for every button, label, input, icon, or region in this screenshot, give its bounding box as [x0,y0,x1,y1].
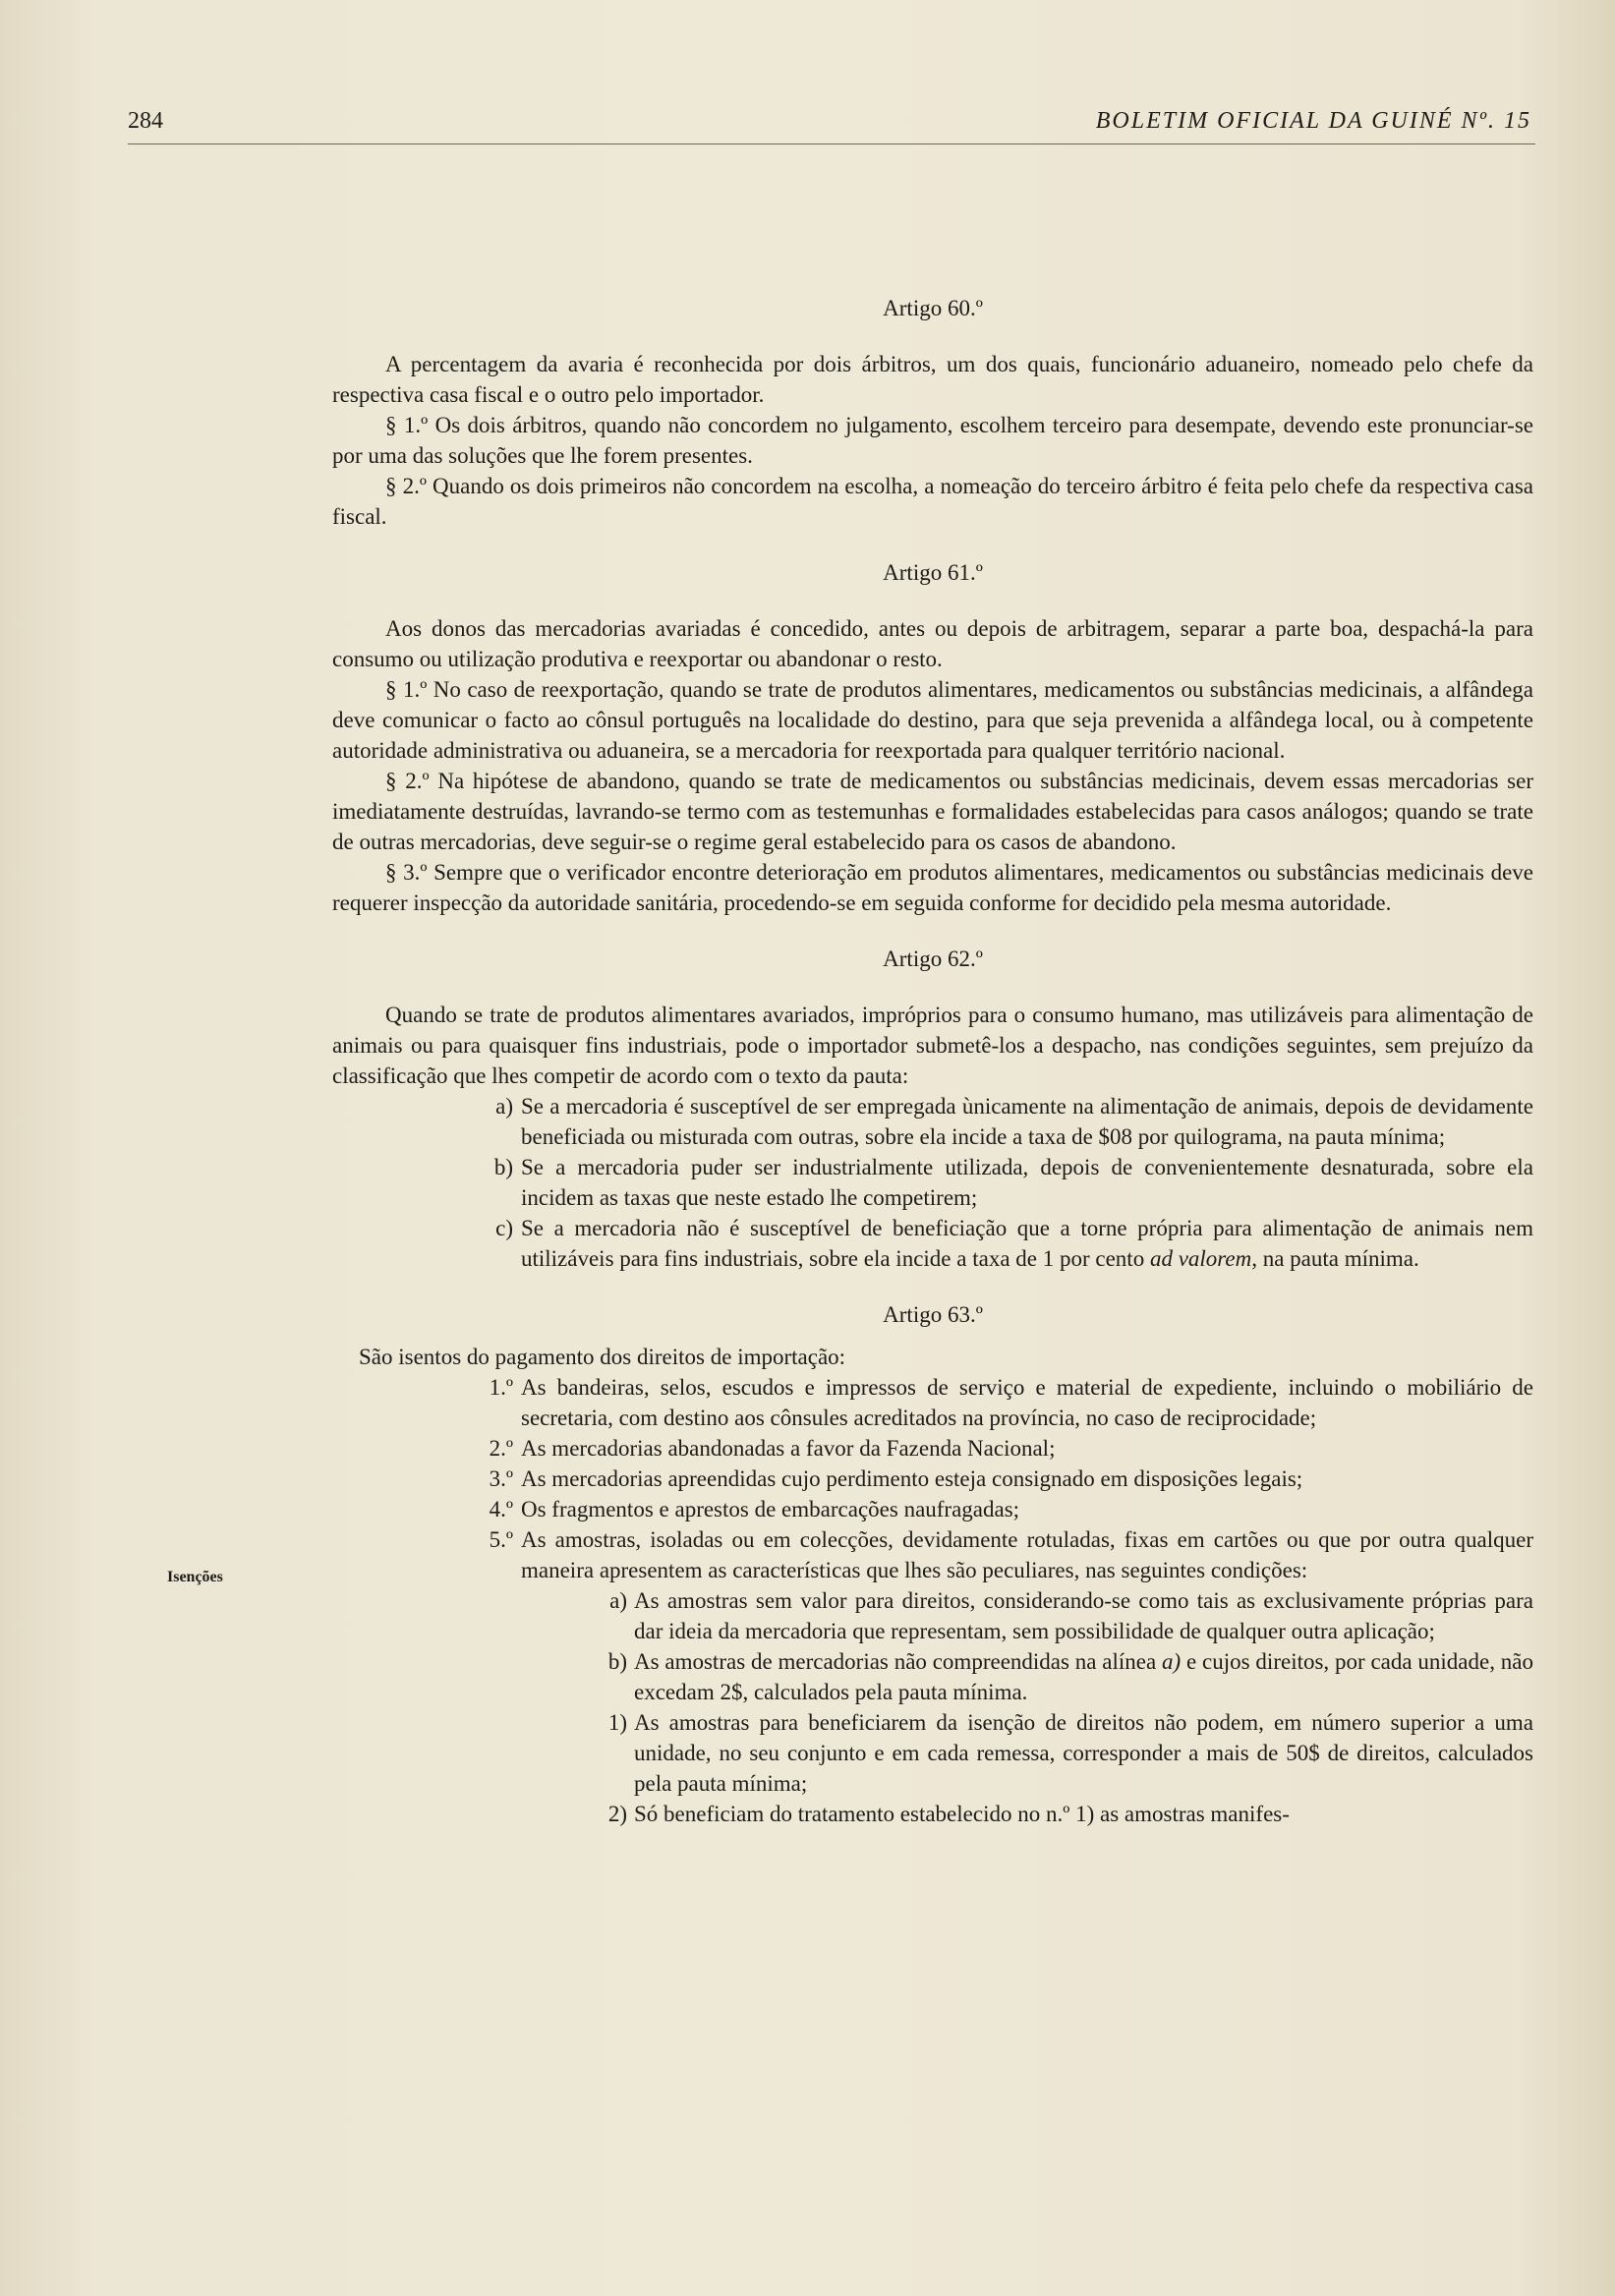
item-text: Se a mercadoria não é susceptível de beneficiação que a torne própria para alimentação de animais nem utilizáveis para fins industriais, sobre ela incide a taxa de 1 por cento [521,1216,1533,1271]
item-text: As bandeiras, selos, escudos e impressos de serviço e material de expediente, incluindo o mobiliário de secretaria, com destino aos cônsules acreditados na província, no caso de reciprocidade; [521,1375,1533,1430]
article-63-subitem-b [332,1646,1533,1707]
article-63-heading: Artigo 63.º [883,1302,983,1327]
article-61-section-1: § 1.º No caso de reexportação, quando se trate de produtos alimentares, medicamentos ou substâncias medicinais, a alfândega deve comunicar o facto ao cônsul português na localidade do destino, para que seja prevenida a alfândega local, ou à competente autoridade administrativa ou aduaneira, se a mercadoria for reexportada para qualquer território nacional. [332,677,1533,763]
item-label: a) [495,1094,513,1119]
item-label: 2) [607,1802,627,1826]
item-label: 5.º [489,1527,513,1552]
article-63-intro: São isentos do pagamento dos direitos de importação: [359,1345,846,1369]
article-62-item-c [332,1213,1533,1274]
item-text: Os fragmentos e aprestos de embarcações naufragadas; [521,1497,1020,1521]
item-label: 3.º [489,1466,513,1491]
article-60-section-2: § 2.º Quando os dois primeiros não concordem na escolha, a nomeação do terceiro árbitro é feita pelo chefe da respectiva casa fiscal. [332,474,1533,529]
item-text: As mercadorias abandonadas a favor da Fazenda Nacional; [521,1436,1056,1461]
article-63-number-1 [332,1707,1533,1799]
article-60-heading: Artigo 60.º [883,296,983,320]
article-62-paragraph: Quando se trate de produtos alimentares avariados, impróprios para o consumo humano, mas utilizáveis para alimentação de animais ou para quaisquer fins industriais, pode o importador submetê-los a despacho, nas condições seguintes, sem prejuízo da classificação que lhes competir de acordo com o texto da pauta: [332,1003,1533,1088]
item-label: 1) [607,1710,627,1735]
item-label: a) [609,1588,627,1613]
item-label: 1.º [489,1375,513,1400]
article-63-item-3 [332,1464,1533,1494]
item-label: 2.º [489,1436,513,1461]
document-body [332,293,1533,1829]
article-60-paragraph: A percentagem da avaria é reconhecida por dois árbitros, um dos quais, funcionário aduaneiro, nomeado pelo chefe da respectiva casa fiscal e o outro pelo importador. [332,352,1533,407]
article-61-heading: Artigo 61.º [883,560,983,585]
item-text: As amostras para beneficiarem da isenção de direitos não podem, em número superior a uma unidade, no seu conjunto e em cada remessa, corresponder a mais de 50$ de direitos, calculados pela pauta mínima; [634,1710,1533,1796]
item-text: Só beneficiam do tratamento estabelecido no n.º 1) as amostras manifes- [634,1802,1290,1826]
article-61-section-3: § 3.º Sempre que o verificador encontre deterioração em produtos alimentares, medicamentos ou substâncias medicinais deve requerer inspecção da autoridade sanitária, procedendo-se em seguida conforme for decidido pela mesma autoridade. [332,860,1533,915]
item-text-end: e cujos direitos, por cada unidade, não excedam 2$, calculados pela pauta mínima. [634,1649,1534,1704]
article-60-section-1: § 1.º Os dois árbitros, quando não concordem no julgamento, escolhem terceiro para desempate, devendo este pronunciar-se por uma das soluções que lhe forem presentes. [332,413,1533,468]
item-label: b) [607,1649,627,1674]
article-62-item-b [332,1152,1533,1213]
article-61-paragraph: Aos donos das mercadorias avariadas é concedido, antes ou depois de arbitragem, separar a parte boa, despachá-la para consumo ou utilização produtiva e reexportar ou abandonar o resto. [332,616,1533,671]
item-italic-text: a) [1162,1649,1182,1674]
item-text: As amostras sem valor para direitos, considerando-se como tais as exclusivamente próprias para dar ideia da mercadoria que representam, sem possibilidade de qualquer outra aplicação; [634,1588,1533,1643]
item-text-end: na pauta mínima. [1262,1246,1419,1271]
page-number: 284 [128,108,163,134]
article-61-section-2: § 2.º Na hipótese de abandono, quando se trate de medicamentos ou substâncias medicinais, devem essas mercadorias ser imediatamente destruídas, lavrando-se termo com as testemunhas e formalidades estabelecidas para casos análogos; quando se trate de outras mercadorias, deve seguir-se o regime geral estabelecido para os casos de abandono. [332,769,1533,854]
item-label: c) [495,1216,513,1240]
article-63-number-2 [332,1799,1533,1829]
article-63-item-1 [332,1372,1533,1433]
article-63-item-2 [332,1433,1533,1464]
item-text: Se a mercadoria é susceptível de ser empregada ùnicamente na alimentação de animais, depois de devidamente beneficiada ou misturada com outras, sobre ela incide a taxa de $08 por quilograma, na pauta mínima; [521,1094,1533,1149]
item-text: As amostras de mercadorias não compreendidas na alínea [634,1649,1157,1674]
item-text: Se a mercadoria puder ser industrialmente utilizada, depois de convenientemente desnaturada, sobre ela incidem as taxas que neste estado lhe competirem; [521,1155,1533,1210]
article-63-item-4 [332,1494,1533,1524]
article-63-subitem-a [332,1585,1533,1646]
publication-title: BOLETIM OFICIAL DA GUINÉ Nº. 15 [1095,108,1531,134]
item-italic-text: ad valorem, [1149,1246,1257,1271]
article-62-item-a [332,1091,1533,1152]
margin-note-isencoes: Isenções [167,1569,223,1585]
item-text: As amostras, isoladas ou em colecções, devidamente rotuladas, fixas em cartões ou que por outra qualquer maneira apresentem as características que lhes são peculiares, nas seguintes condições: [521,1527,1533,1582]
article-63-item-5 [332,1524,1533,1585]
item-text: As mercadorias apreendidas cujo perdimento esteja consignado em disposições legais; [521,1466,1303,1491]
page-header [128,108,1535,144]
item-label: 4.º [489,1497,513,1521]
article-62-heading: Artigo 62.º [883,947,983,971]
item-label: b) [493,1155,513,1179]
